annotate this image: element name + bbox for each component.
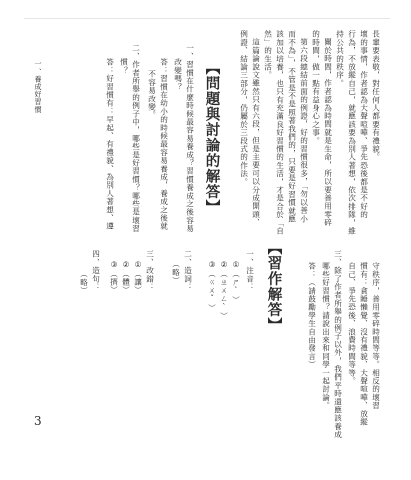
text-column: 第六段總結前面的例證，好的習慣很多，「勿以善小	[299, 38, 309, 223]
text-column: 該加以培養，也只有充滿良好習慣的生活，才是合於「自	[275, 30, 285, 235]
text-column: 例證、結論三部分，仍屬於三段式的作法。	[239, 30, 249, 186]
text-column: 的時間，做一點有益身心之事。	[311, 30, 321, 145]
text-column: 行為，不放縱自己，就應該要為別人著想，依次排隊，維	[347, 30, 357, 235]
text-column: 壞的事情，作者認為大聲喧嘩、爭先恐後都是不好的	[359, 30, 369, 219]
footnote: 一、養成好習慣	[34, 60, 42, 114]
text-column: 關於時間，作者認為時間就是生命，所以要善用零碎	[323, 38, 333, 227]
exercise-heading: 【習作解答】	[265, 240, 282, 333]
exercise-item: ①（ㄕˋ）	[231, 260, 241, 304]
exercise-item: （略）	[79, 270, 89, 295]
text-column: 這篇論說文雖然只有六段，但是主要可以分成開頭、	[251, 38, 261, 227]
text-column: 然」的生活。	[263, 30, 273, 80]
answer-line: 不容易改變。	[147, 70, 157, 120]
exercise-item: 二、造詞：	[183, 250, 193, 291]
page-number: 3	[34, 414, 42, 428]
text-column: 而不為」，不管是不是照著我們的，只要是好習慣就應	[287, 30, 297, 223]
text-column: 哪些好習慣？請說出來和同學一起討論。	[321, 262, 331, 410]
exercise-item: ③（擠）	[109, 260, 119, 295]
question-line: 慣？	[119, 58, 129, 75]
exercise-item: （略）	[171, 260, 181, 285]
exercise-item: ②（ㄓㄨㄥˋ）	[219, 260, 229, 321]
answer-line: 答：習慣在幼小的時候最容易養成，養成之後就	[159, 58, 169, 231]
text-column: 答：（請鼓勵學生自由發言）	[307, 262, 317, 369]
text-column: 長輩要表敬，對任何人都要有禮貌。	[371, 30, 381, 162]
question-line: 二、作者所舉的例子中，哪些是好習慣？哪些是壞習	[131, 44, 141, 233]
exercise-item: 一、注音：	[245, 250, 255, 291]
discussion-heading: 【問題與討論的解答】	[203, 60, 220, 215]
question-line: 改變嗎？	[173, 58, 183, 91]
answer-line: 答：好習慣有：早起、有禮貌、為別人著想、遵	[105, 58, 115, 231]
text-column: 三、除了作者所舉的例子以外，我們平時還應該養成	[333, 250, 343, 439]
exercise-item: 四、造句：	[91, 250, 101, 291]
question-line: 一、習慣在什麼時候最容易養成？習慣養成之後容易	[185, 44, 195, 233]
exercise-item: 三、改錯：	[145, 250, 155, 291]
text-column: 守秩序，善用零碎時間等等。相反的壞習	[371, 262, 381, 410]
text-column: 慣有：貪睡懶覺、沒有禮貌、大聲喧嘩、放縱	[359, 262, 369, 426]
exercise-item: ②（體）	[121, 260, 131, 295]
exercise-item: ③（ㄍㄨˇ）	[207, 260, 217, 312]
text-column: 持公共的秩序。	[335, 30, 345, 88]
top-rule	[24, 18, 390, 19]
exercise-item: ①（讓）	[133, 260, 143, 295]
text-column: 自己、爭先恐後、浪費時間等等。	[347, 262, 357, 385]
